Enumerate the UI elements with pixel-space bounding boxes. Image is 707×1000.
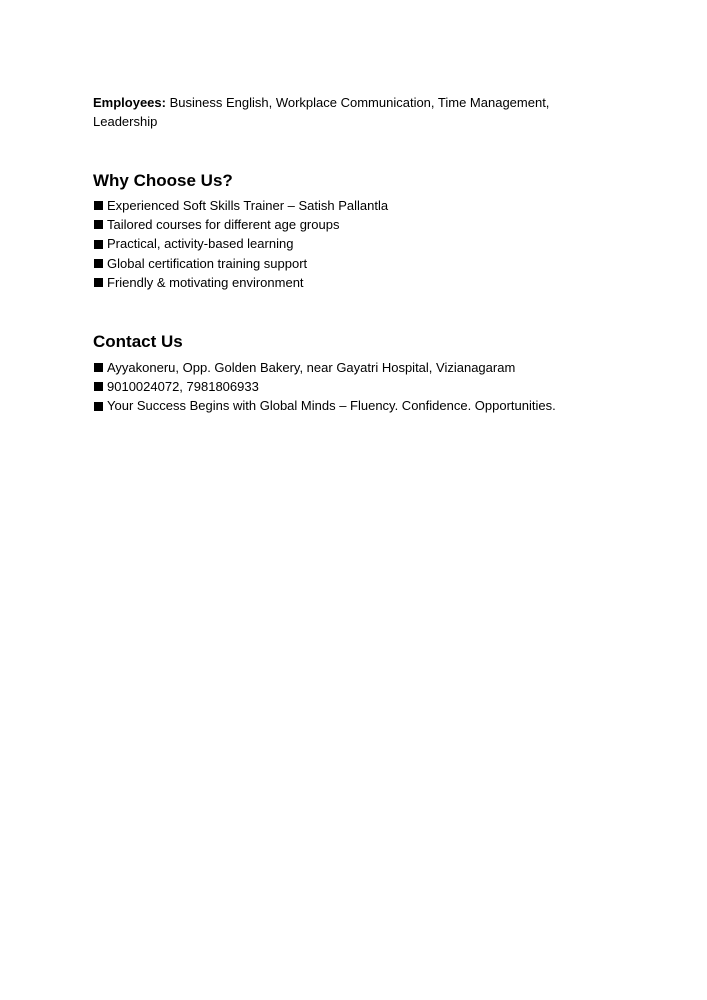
why-choose-list bbox=[93, 196, 653, 292]
square-bullet-icon bbox=[94, 363, 103, 372]
list-item-text: Friendly & motivating environment bbox=[107, 274, 304, 290]
square-bullet-icon bbox=[94, 382, 103, 391]
square-bullet-icon bbox=[94, 201, 103, 210]
list-item bbox=[93, 196, 653, 215]
employees-text: Business English, Workplace Communication, Time Management, Leadership bbox=[93, 95, 550, 129]
square-bullet-icon bbox=[94, 278, 103, 287]
square-bullet-icon bbox=[94, 220, 103, 229]
list-item bbox=[93, 273, 653, 292]
list-item bbox=[93, 254, 653, 273]
why-choose-heading: Why Choose Us? bbox=[93, 171, 233, 190]
square-bullet-icon bbox=[94, 402, 103, 411]
square-bullet-icon bbox=[94, 259, 103, 268]
list-item bbox=[93, 358, 653, 377]
square-bullet-icon bbox=[94, 240, 103, 249]
list-item-text: Tailored courses for different age groups bbox=[107, 217, 340, 233]
list-item-text: Practical, activity-based learning bbox=[107, 236, 294, 252]
employees-paragraph bbox=[93, 93, 573, 131]
list-item-text: Experienced Soft Skills Trainer – Satish Pallantla bbox=[107, 198, 389, 213]
contact-phone: 9010024072, 7981806933 bbox=[107, 379, 259, 395]
list-item bbox=[93, 396, 653, 415]
contact-heading: Contact Us bbox=[93, 332, 183, 351]
contact-address: Ayyakoneru, Opp. Golden Bakery, near Gayatri Hospital, Vizianagaram bbox=[107, 360, 516, 375]
list-item bbox=[93, 215, 653, 234]
contact-list bbox=[93, 358, 653, 416]
list-item bbox=[93, 234, 653, 253]
list-item-text: Global certification training support bbox=[107, 255, 308, 271]
employees-label: Employees: bbox=[93, 95, 166, 110]
list-item bbox=[93, 377, 653, 396]
contact-tagline: Your Success Begins with Global Minds – Fluency. Confidence. Opportunities. bbox=[107, 398, 556, 414]
